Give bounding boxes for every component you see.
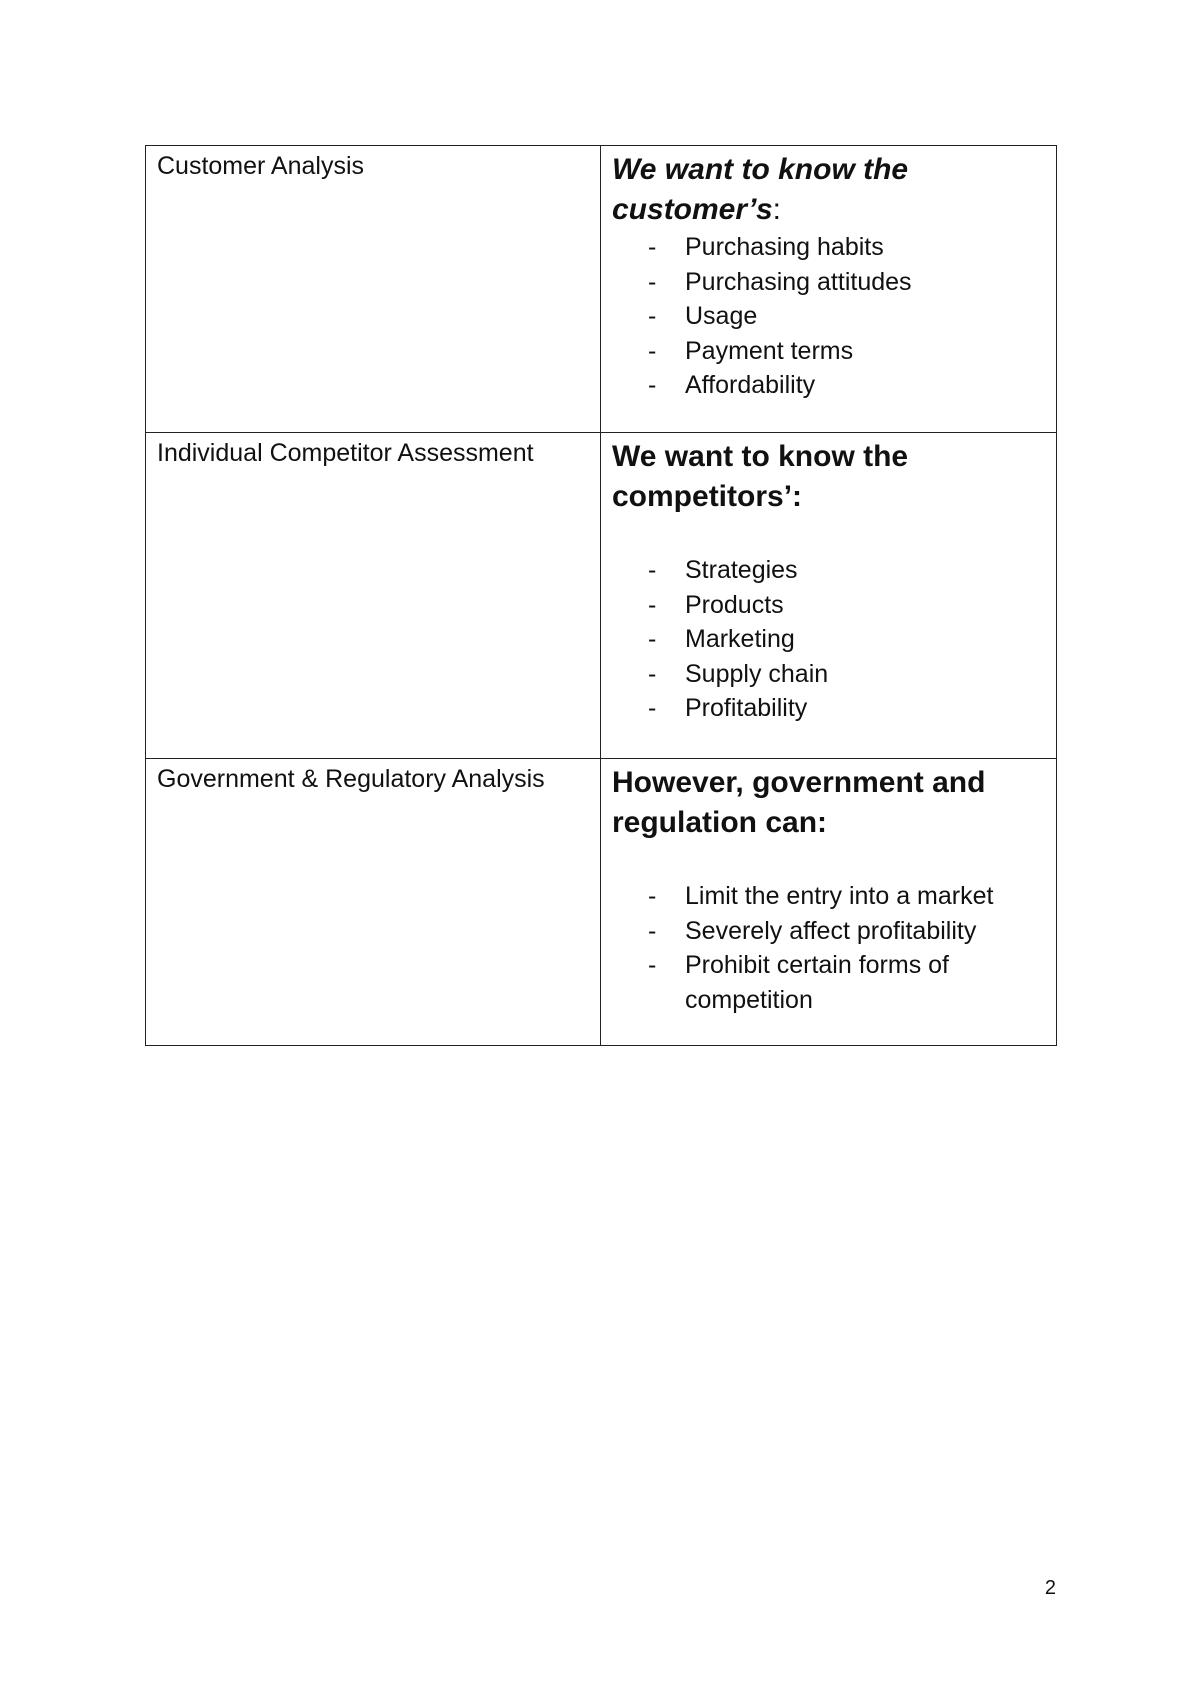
table-cell-label	[146, 759, 601, 1046]
list-item: - Products	[648, 590, 784, 619]
row-heading-customer: We want to know the customer’s:	[612, 153, 909, 226]
table-cell-content	[601, 759, 1057, 1046]
list-item: - Supply chain	[648, 659, 829, 688]
table-row	[146, 433, 1057, 759]
table-row	[146, 146, 1057, 433]
bullet-list-customer	[612, 230, 1046, 403]
list-item: - Limit the entry into a market	[648, 882, 994, 910]
bullet-list-government	[612, 879, 1046, 1017]
list-item: - Usage	[648, 302, 758, 330]
table-cell-label	[146, 146, 601, 433]
row-label-competitor-assessment: Individual Competitor Assessment	[157, 439, 534, 467]
list-item: - Strategies	[648, 556, 798, 584]
table-cell-content	[601, 146, 1057, 433]
bullet-list-competitors	[612, 553, 1046, 726]
table-cell-content	[601, 433, 1057, 759]
list-item: - Purchasing habits	[648, 233, 884, 261]
page-number: 2	[1044, 1577, 1056, 1599]
analysis-table	[145, 145, 1057, 1046]
list-item: - Severely affect profitability	[648, 916, 977, 945]
table-row	[146, 759, 1057, 1046]
row-label-customer-analysis: Customer Analysis	[157, 152, 365, 180]
row-heading-government: However, government and regulation can:	[612, 766, 986, 839]
list-item: - Prohibit certain forms of competition	[648, 951, 949, 1014]
list-item: - Purchasing attitudes	[648, 267, 912, 296]
row-heading-competitors: We want to know the competitors’:	[612, 440, 909, 513]
list-item: - Affordability	[648, 371, 816, 399]
list-item: - Payment terms	[648, 336, 854, 365]
list-item: - Marketing	[648, 625, 795, 653]
list-item: - Profitability	[648, 694, 808, 722]
row-label-government-analysis: Government & Regulatory Analysis	[157, 765, 545, 793]
table-cell-label	[146, 433, 601, 759]
